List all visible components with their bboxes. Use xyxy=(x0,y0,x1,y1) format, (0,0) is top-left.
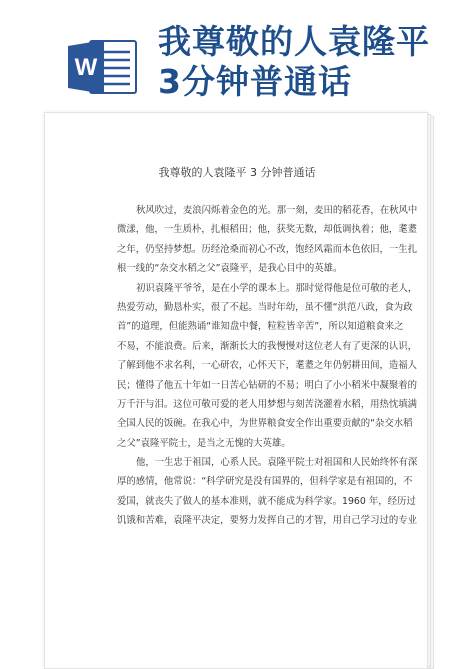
document-line: 万千汗与泪。这位可敬可爱的老人用梦想与刻苦浇灌着水稻，用热忱填满 xyxy=(117,398,418,410)
document-line: 之父”袁隆平院士，是当之无愧的大英雄。 xyxy=(117,437,291,449)
document-line: 热爱劳动，勤恳朴实，很了不起。当时年幼，虽不懂“洪范八政，食为政 xyxy=(117,301,413,313)
document-line: 不易，不能浪费。后来，渐渐长大的我慢慢对这位老人有了更深的认识， xyxy=(117,340,418,352)
document-line: 厚的感情，他常说：“科学研究是没有国界的，但科学家是有祖国的，不 xyxy=(117,476,413,488)
document-line: 饥饿和苦难，袁隆平决定，要努力发挥自己的才智，用自己学习过的专业 xyxy=(117,515,418,527)
banner-title xyxy=(158,22,430,102)
document-line: 他，一生忠于祖国，心系人民。袁隆平院士对祖国和人民始终怀有深 xyxy=(136,457,418,469)
document-line: 首”的道理，但能熟诵“谁知盘中餐，粒粒皆辛苦”，所以知道粮食来之 xyxy=(117,321,404,333)
banner xyxy=(0,0,474,118)
document-line: 民；懂得了他五十年如一日苦心钻研的不易；明白了小小稻米中凝聚着的 xyxy=(117,379,418,391)
word-document-icon xyxy=(68,38,138,96)
document-line: 之年，仍坚持梦想。历经沧桑而初心不改，饱经风霜而本色依旧，一生扎 xyxy=(117,243,418,255)
document-line: 爱国，就丧失了做人的基本准则，就不能成为科学家。1960 年，经历过 xyxy=(117,495,416,507)
document-line: 秋风吹过，麦浪闪烁着金色的光。那一刻，麦田的稻花香，在秋风中 xyxy=(136,205,418,216)
banner-title-line-2: 3分钟普通话 xyxy=(158,62,352,101)
document-preview xyxy=(44,112,434,669)
document-line: 微漾，他，一生质朴，扎根稻田；他，获奖无数，却低调执着；他，耄耋 xyxy=(117,224,418,236)
document-line: 初识袁隆平爷爷，是在小学的课本上。那时觉得他是位可敬的老人， xyxy=(136,282,418,294)
document-line: 了解到他不求名利，一心研农，心怀天下，耄耋之年仍躬耕田间，造福人 xyxy=(117,360,418,372)
word-letter: W xyxy=(74,54,98,81)
document-line: 全国人民的饭碗。在我心中，为世界粮食安全作出重要贡献的“杂交水稻 xyxy=(117,418,413,430)
document-body xyxy=(117,201,427,531)
banner-title-line-1: 我尊敬的人袁隆平 xyxy=(158,22,430,61)
document-page xyxy=(44,112,428,669)
document-line: 根一线的“杂交水稻之父”袁隆平，是我心目中的英雄。 xyxy=(117,263,343,275)
document-title: 我尊敬的人袁隆平 3 分钟普通话 xyxy=(158,166,316,179)
